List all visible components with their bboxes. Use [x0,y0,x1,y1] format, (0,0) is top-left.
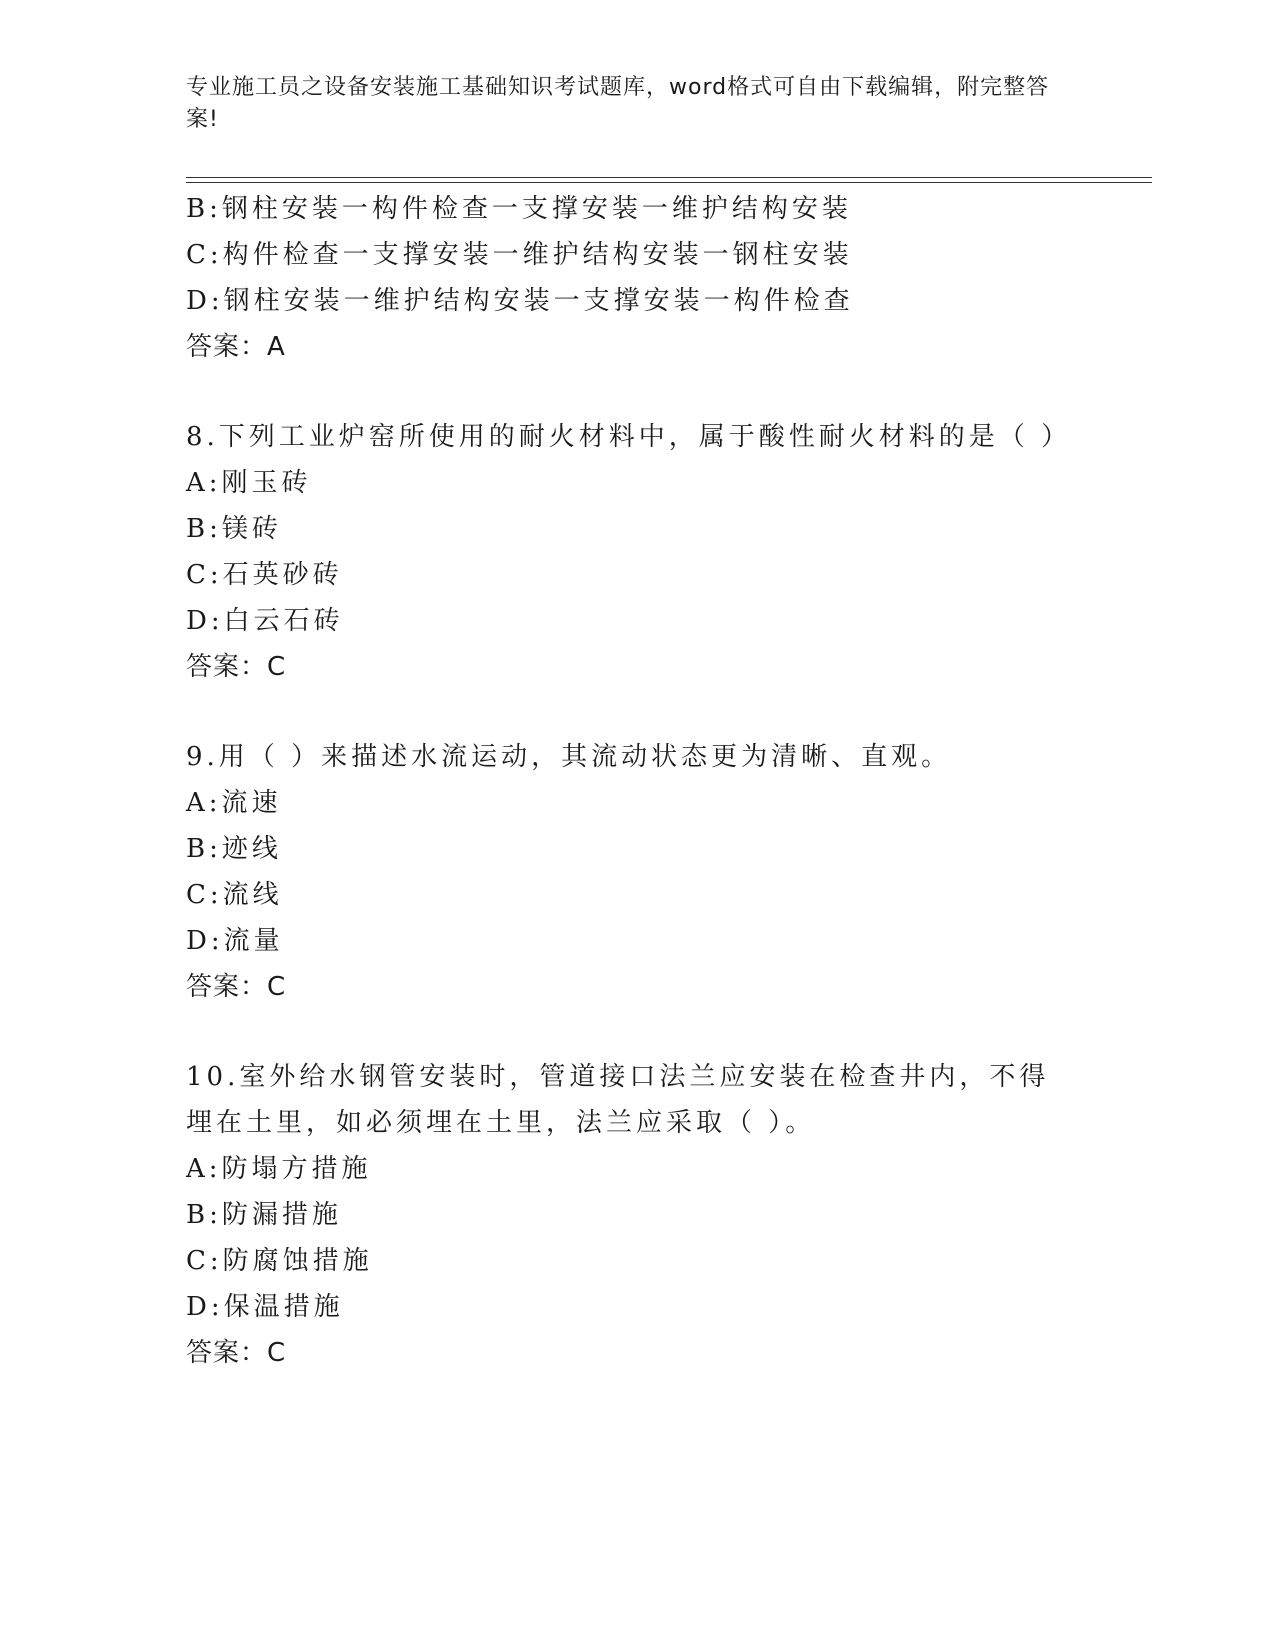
question-7-continued [186,186,1086,370]
question-stem: 8.下列工业炉窑所使用的耐火材料中，属于酸性耐火材料的是（ ） [186,422,1072,452]
option-a: A:防塌方措施 [186,1154,372,1184]
option-b: B:防漏措施 [186,1200,342,1230]
spacer [186,1010,1086,1054]
question-list [186,186,1086,1376]
option-a: A:流速 [186,788,282,818]
header-divider-bottom [186,182,1152,183]
question-stem: 9.用（ ）来描述水流运动，其流动状态更为清晰、直观。 [186,742,952,772]
answer-label: 答案：C [186,1338,287,1368]
question-stem: 10.室外给水钢管安装时，管道接口法兰应安装在检查井内，不得埋在土里，如必须埋在土里，法兰应采取（ ）。 [186,1062,1050,1138]
option-b: B:钢柱安装一构件检查一支撑安装一维护结构安装 [186,194,852,224]
answer-label: 答案：C [186,652,287,682]
option-a: A:刚玉砖 [186,468,312,498]
document-header: 专业施工员之设备安装施工基础知识考试题库，word格式可自由下载编辑，附完整答案! [186,75,1050,132]
option-c: C:流线 [186,880,283,910]
answer-label: 答案：C [186,972,287,1002]
question-9 [186,734,1086,1010]
spacer [186,690,1086,734]
option-d: D:保温措施 [186,1292,344,1322]
header-divider-top [186,177,1152,178]
option-c: C:构件检查一支撑安装一维护结构安装一钢柱安装 [186,240,853,270]
option-c: C:防腐蚀措施 [186,1246,373,1276]
option-d: D:钢柱安装一维护结构安装一支撑安装一构件检查 [186,286,854,316]
option-c: C:石英砂砖 [186,560,343,590]
spacer [186,370,1086,414]
option-d: D:流量 [186,926,284,956]
question-8 [186,414,1086,690]
option-d: D:白云石砖 [186,606,344,636]
option-b: B:迹线 [186,834,282,864]
answer-label: 答案：A [186,332,286,362]
option-b: B:镁砖 [186,514,282,544]
question-10 [186,1054,1086,1376]
